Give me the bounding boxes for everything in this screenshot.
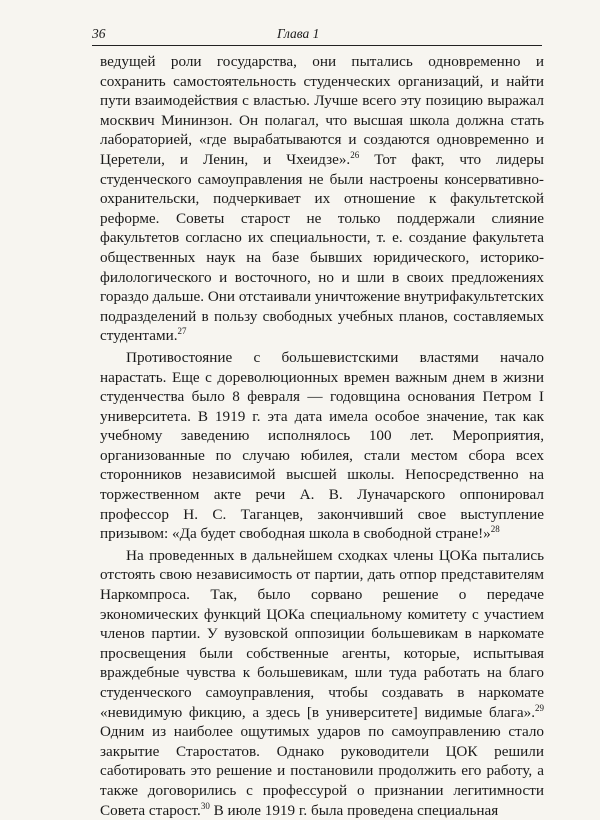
text-run: На проведенных в дальнейшем сходках члены ЦОКа пытались отстоять свою независимость от партии, дать отпор представителям Наркомпроса. Так, было сорвано решение о передаче экономических функций ЦОКа специальному комитету с участием членов партии. У вузовской оппозиции большевикам в наркомате просвещения были собственные агенты, которые, испытывая враждебные чувства к большевикам, шли туда работать на благо студенческого самоуправления, чтобы создавать в наркомате «невидимую фикцию, а здесь [в университете] видимые блага».	[100, 546, 544, 721]
footnote-ref-28: 28	[490, 524, 500, 535]
footnote-ref-30: 30	[200, 800, 210, 811]
body-text	[100, 52, 544, 820]
text-run: Тот факт, что лидеры студенческого самоуправления не были настроены консервативно-охранительски, подчеркивает их отношение к факультетской реформе. Советы старост не только поддержали слияние факультетов согласно их специальности, т. е. создание факультета общественных наук на базе бывших юридического, историко-филологического и восточного, но и шли в своих предложениях гораздо дальше. Они отстаивали уничтожение внутрифакультетских подразделений в пользу свободных учебных планов, составляемых студентами.	[100, 150, 544, 345]
text-run: ведущей роли государства, они пытались одновременно и сохранить самостоятельность студенческих организаций, и найти пути взаимодействия с властью. Лучше всего эту позицию выражал москвич Мининзон. Он полагал, что высшая школа должна стать лабораторией, «где вырабатываются и создаются одновременно и Церетели, и Ленин, и Чхеидзе».	[100, 53, 544, 168]
text-run: Одним из наиболее ощутимых ударов по самоуправлению стало закрытие Старостатов. Однако руководители ЦОК решили саботировать это решение и постановили продолжить его работу, а также договорились с профессурой о признании легитимности Совета старост.	[100, 723, 544, 819]
paragraph-1	[100, 52, 544, 346]
paragraph-3	[100, 546, 544, 820]
footnote-ref-29: 29	[535, 702, 544, 713]
text-run: В июле 1919 г. была проведена специальная	[209, 801, 499, 819]
text-run: Противостояние с большевистскими властями начало нарастать. Еще с дореволюционных времен важным днем в жизни студенчества было 8 февраля — годовщина основания Петром I университета. В 1919 г. эта дата имела особое значение, так как учебному заведению исполнялось 100 лет. Мероприятия, организованные по случаю юбилея, стали местом сбора всех сторонников независимой высшей школы. Непосредственно на торжественном акте речи А. В. Луначарского оппонировал профессор Н. С. Таганцев, закончивший свое выступление призывом: «Да будет свободная школа в свободной стране!»	[100, 348, 544, 543]
footnote-ref-26: 26	[350, 149, 360, 160]
running-header	[92, 22, 540, 42]
footnote-ref-27: 27	[177, 326, 187, 337]
page-number: 36	[92, 26, 106, 41]
chapter-title: Глава 1	[277, 26, 320, 41]
paragraph-2	[100, 348, 544, 544]
header-rule	[92, 45, 542, 46]
